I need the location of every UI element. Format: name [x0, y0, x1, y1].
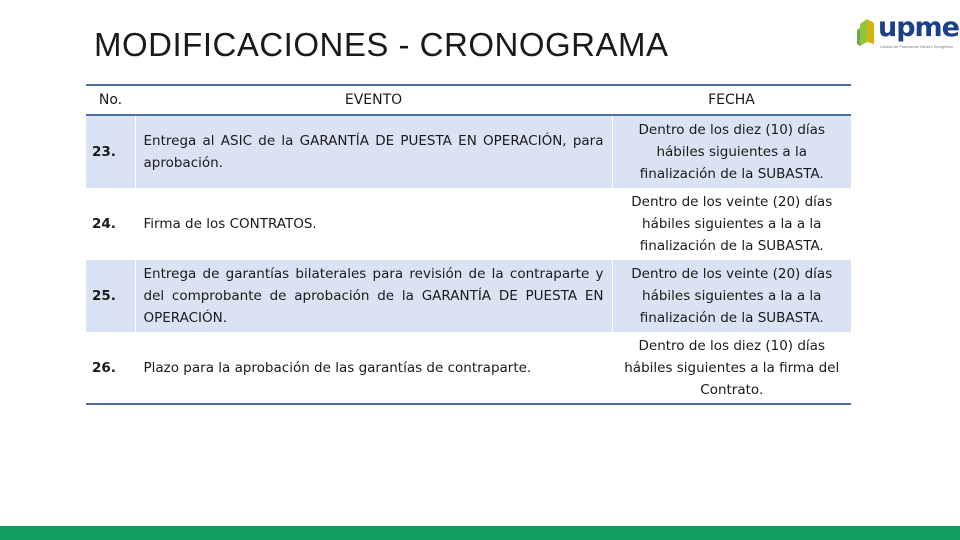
row-fecha: Dentro de los veinte (20) días hábiles siguientes a la a la finalización de la SUBASTA. — [631, 194, 833, 254]
table-row — [86, 332, 851, 404]
row-evento: Firma de los CONTRATOS. — [135, 188, 612, 260]
header-fecha: FECHA — [612, 85, 851, 115]
row-number: 25. — [86, 260, 135, 332]
slide-title: MODIFICACIONES - CRONOGRAMA — [94, 26, 669, 63]
schedule-table — [86, 84, 851, 405]
logo-wordmark: upme — [878, 12, 959, 43]
header-no: No. — [86, 85, 135, 115]
table-row — [86, 188, 851, 260]
logo-mark-icon — [856, 16, 878, 50]
table-header-row — [86, 85, 851, 115]
row-evento: Plazo para la aprobación de las garantías de contraparte. — [135, 332, 612, 404]
bottom-accent-bar — [0, 526, 960, 540]
row-fecha: Dentro de los diez (10) días hábiles siguientes a la finalización de la SUBASTA. — [612, 115, 851, 188]
row-fecha: Dentro de los veinte (20) días hábiles siguientes a la a la finalización de la SUBASTA. — [612, 260, 851, 332]
upme-logo — [856, 12, 959, 56]
row-evento: Entrega de garantías bilaterales para revisión de la contraparte y del comprobante de aprobación de la GARANTÍA DE PUESTA EN OPERACIÓN. — [135, 260, 612, 332]
row-number: 26. — [86, 332, 135, 404]
row-number: 23. — [86, 115, 135, 188]
table-row — [86, 115, 851, 188]
table-row — [86, 260, 851, 332]
header-evento: EVENTO — [135, 85, 612, 115]
row-fecha: Dentro de los diez (10) días hábiles siguientes a la firma del Contrato. — [612, 332, 851, 404]
logo-subtitle: Unidad de Planeación Minero Energética — [880, 44, 953, 49]
row-evento: Entrega al ASIC de la GARANTÍA DE PUESTA EN OPERACIÓN, para aprobación. — [135, 115, 612, 188]
row-number: 24. — [92, 216, 116, 232]
